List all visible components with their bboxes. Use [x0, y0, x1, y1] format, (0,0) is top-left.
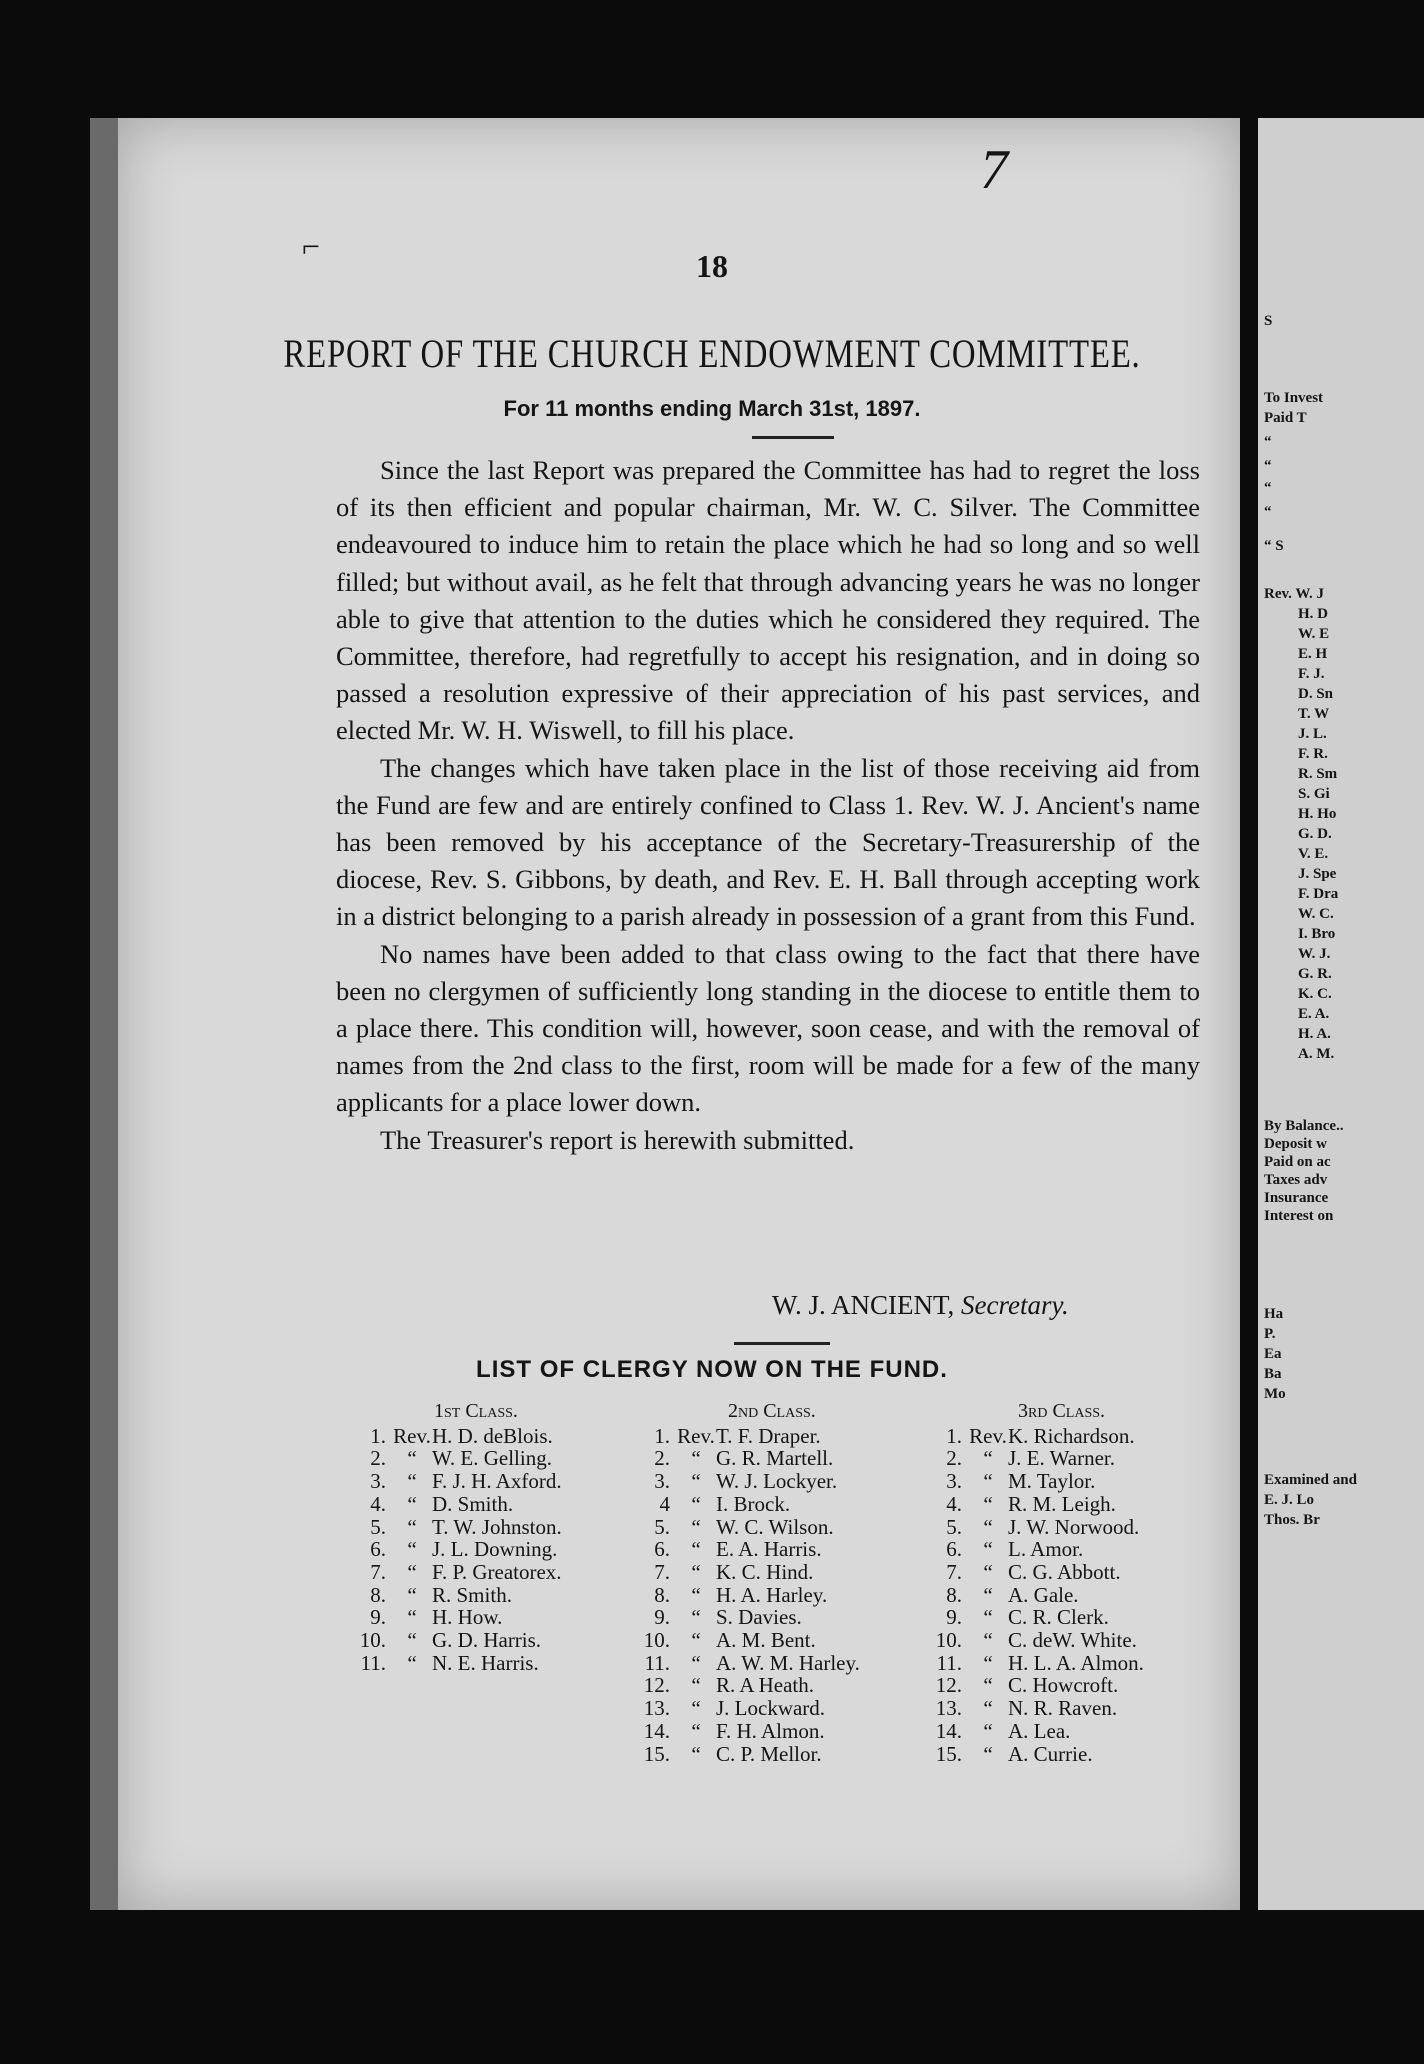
- clergy-name: G. R. Martell.: [716, 1446, 834, 1471]
- clergy-number: 9.: [370, 1605, 386, 1630]
- clergy-row: [352, 1425, 562, 1448]
- facing-page-text: K. C.: [1298, 986, 1332, 1002]
- clergy-name: I. Brock.: [716, 1491, 791, 1516]
- list-divider: [734, 1342, 830, 1345]
- facing-page-text: “: [1264, 458, 1272, 474]
- clergy-name: S. Davies.: [716, 1605, 802, 1630]
- title-divider: [752, 436, 834, 439]
- clergy-row: [636, 1493, 860, 1516]
- clergy-number: 5.: [370, 1514, 386, 1539]
- report-title: REPORT OF THE CHURCH ENDOWMENT COMMITTEE.: [283, 331, 1141, 376]
- clergy-number: 2.: [654, 1446, 670, 1471]
- clergy-number: 6.: [654, 1537, 670, 1562]
- facing-page-text: By Balance..: [1264, 1118, 1344, 1134]
- paragraph-4: The Treasurer's report is herewith submitted.: [380, 1124, 855, 1155]
- facing-page-text: Ea: [1264, 1346, 1282, 1362]
- clergy-row: [636, 1516, 860, 1539]
- clergy-name: F. J. H. Axford.: [432, 1469, 562, 1494]
- class-heading: 3rd Class.: [1018, 1400, 1106, 1422]
- clergy-row: [352, 1652, 562, 1675]
- clergy-number: 15.: [935, 1741, 962, 1766]
- clergy-name: J. L. Downing.: [432, 1537, 558, 1562]
- facing-page-text: F. R.: [1298, 746, 1328, 762]
- corner-mark: ⌐: [302, 228, 321, 264]
- facing-page-text: To Invest: [1264, 390, 1324, 406]
- facing-page-text: R. Sm: [1298, 766, 1338, 782]
- facing-page-text: Rev. W. J: [1264, 586, 1325, 602]
- facing-page-text: D. Sn: [1298, 686, 1334, 702]
- clergy-name: W. C. Wilson.: [716, 1514, 834, 1539]
- clergy-prefix: “: [983, 1673, 993, 1698]
- clergy-row: [352, 1470, 562, 1493]
- clergy-prefix: “: [983, 1650, 993, 1675]
- clergy-row: [636, 1606, 860, 1629]
- clergy-row: [636, 1629, 860, 1652]
- clergy-row: [928, 1652, 1144, 1675]
- clergy-number: 1.: [370, 1423, 386, 1448]
- clergy-number: 14.: [935, 1718, 962, 1743]
- clergy-name: R. M. Leigh.: [1008, 1491, 1116, 1516]
- clergy-prefix: “: [691, 1628, 701, 1653]
- facing-page-text: P.: [1264, 1326, 1276, 1342]
- facing-page-text: W. C.: [1298, 906, 1334, 922]
- clergy-row: [352, 1606, 562, 1629]
- clergy-name: A. Currie.: [1008, 1741, 1093, 1766]
- clergy-name: W. E. Gelling.: [432, 1446, 552, 1471]
- facing-page-text: H. Ho: [1298, 806, 1337, 822]
- facing-page-text: Paid on ac: [1264, 1154, 1331, 1170]
- facing-page-text: J. Spe: [1298, 866, 1337, 882]
- clergy-row: [928, 1470, 1144, 1493]
- signature-name: W. J. ANCIENT,: [772, 1290, 955, 1320]
- clergy-prefix: “: [407, 1559, 417, 1584]
- clergy-row: [636, 1743, 860, 1766]
- clergy-prefix: “: [691, 1491, 701, 1516]
- clergy-name: C. G. Abbott.: [1008, 1559, 1121, 1584]
- facing-page-text: Paid T: [1264, 410, 1307, 426]
- clergy-prefix: “: [983, 1446, 993, 1471]
- class-heading: 2nd Class.: [728, 1400, 816, 1422]
- facing-page-text: E. H: [1298, 646, 1328, 662]
- clergy-name: R. A Heath.: [716, 1673, 814, 1698]
- clergy-name: N. R. Raven.: [1008, 1696, 1118, 1721]
- facing-page-text: Taxes adv: [1264, 1172, 1328, 1188]
- clergy-number: 6.: [370, 1537, 386, 1562]
- clergy-name: A. W. M. Harley.: [716, 1650, 860, 1675]
- class-1-column: [352, 1400, 562, 1674]
- facing-page-text: V. E.: [1298, 846, 1329, 862]
- clergy-name: W. J. Lockyer.: [716, 1469, 838, 1494]
- clergy-number: 2.: [946, 1446, 962, 1471]
- report-body: [336, 452, 1200, 1159]
- facing-page-text: T. W: [1298, 706, 1330, 722]
- clergy-number: 14.: [643, 1718, 670, 1743]
- clergy-number: 13.: [935, 1696, 962, 1721]
- clergy-prefix: “: [983, 1741, 993, 1766]
- clergy-prefix: “: [407, 1582, 417, 1607]
- clergy-number: 4: [659, 1491, 670, 1516]
- clergy-row: [636, 1720, 860, 1743]
- clergy-row: [636, 1538, 860, 1561]
- clergy-prefix: “: [983, 1628, 993, 1653]
- clergy-name: R. Smith.: [432, 1582, 512, 1607]
- clergy-number: 3.: [946, 1469, 962, 1494]
- clergy-prefix: “: [983, 1469, 993, 1494]
- clergy-name: F. P. Greatorex.: [432, 1559, 562, 1584]
- clergy-name: J. E. Warner.: [1008, 1446, 1115, 1471]
- clergy-row: [636, 1697, 860, 1720]
- facing-page-text: E. J. Lo: [1264, 1492, 1315, 1508]
- handwritten-page-note: 7: [980, 139, 1008, 201]
- clergy-number: 5.: [946, 1514, 962, 1539]
- clergy-prefix: “: [691, 1741, 701, 1766]
- clergy-name: G. D. Harris.: [432, 1628, 542, 1653]
- clergy-name: T. W. Johnston.: [432, 1514, 562, 1539]
- clergy-name: C. deW. White.: [1008, 1628, 1137, 1653]
- clergy-row: [928, 1697, 1144, 1720]
- clergy-row: [928, 1720, 1144, 1743]
- facing-page-text: S. Gi: [1298, 786, 1330, 802]
- page-edge-shadow: [90, 118, 120, 1910]
- report-subtitle: For 11 months ending March 31st, 1897.: [503, 396, 921, 421]
- facing-page-text: Examined and: [1264, 1472, 1357, 1488]
- clergy-number: 3.: [370, 1469, 386, 1494]
- clergy-prefix: “: [407, 1446, 417, 1471]
- clergy-name: A. M. Bent.: [716, 1628, 816, 1653]
- clergy-prefix: “: [691, 1537, 701, 1562]
- clergy-name: T. F. Draper.: [716, 1423, 821, 1448]
- clergy-number: 4.: [946, 1491, 962, 1516]
- facing-page-text: F. Dra: [1298, 886, 1339, 902]
- facing-page-text: G. D.: [1298, 826, 1332, 842]
- clergy-number: 11.: [936, 1650, 962, 1675]
- clergy-row: [636, 1561, 860, 1584]
- clergy-number: 12.: [935, 1673, 962, 1698]
- class-heading: 1st Class.: [434, 1400, 518, 1422]
- clergy-number: 10.: [643, 1628, 670, 1653]
- clergy-number: 8.: [370, 1582, 386, 1607]
- clergy-row: [928, 1561, 1144, 1584]
- page-number: 18: [696, 248, 728, 284]
- clergy-prefix: “: [691, 1582, 701, 1607]
- facing-page-text: H. D: [1298, 606, 1328, 622]
- clergy-number: 4.: [370, 1491, 386, 1516]
- clergy-number: 7.: [654, 1559, 670, 1584]
- facing-page-text: W. J.: [1298, 946, 1331, 962]
- clergy-prefix: “: [407, 1514, 417, 1539]
- clergy-name: K. Richardson.: [1008, 1423, 1135, 1448]
- facing-page-text: Interest on: [1264, 1208, 1334, 1224]
- clergy-name: H. How.: [432, 1605, 503, 1630]
- clergy-prefix: “: [407, 1491, 417, 1516]
- clergy-name: H. A. Harley.: [716, 1582, 828, 1607]
- clergy-name: J. Lockward.: [716, 1696, 826, 1721]
- clergy-prefix: “: [691, 1605, 701, 1630]
- clergy-prefix: “: [691, 1650, 701, 1675]
- facing-page-fragment: [1258, 118, 1424, 1910]
- clergy-prefix: “: [983, 1559, 993, 1584]
- clergy-prefix: “: [691, 1559, 701, 1584]
- clergy-name: F. H. Almon.: [716, 1718, 825, 1743]
- facing-page-text: Ha: [1264, 1306, 1284, 1322]
- facing-page-text: A. M.: [1298, 1046, 1335, 1062]
- facing-page-text: “: [1264, 504, 1272, 520]
- clergy-prefix: “: [691, 1446, 701, 1471]
- clergy-number: 8.: [946, 1582, 962, 1607]
- clergy-prefix: “: [983, 1718, 993, 1743]
- clergy-prefix: “: [983, 1582, 993, 1607]
- clergy-row: [352, 1516, 562, 1539]
- clergy-row: [352, 1538, 562, 1561]
- clergy-row: [352, 1447, 562, 1470]
- clergy-row: [636, 1425, 860, 1448]
- clergy-row: [636, 1674, 860, 1697]
- facing-page-text: Ba: [1264, 1366, 1282, 1382]
- facing-page-text: E. A.: [1298, 1006, 1330, 1022]
- clergy-name: D. Smith.: [432, 1491, 514, 1516]
- facing-page-text: H. A.: [1298, 1026, 1331, 1042]
- clergy-prefix: “: [407, 1537, 417, 1562]
- clergy-name: C. Howcroft.: [1008, 1673, 1119, 1698]
- clergy-number: 9.: [654, 1605, 670, 1630]
- clergy-number: 1.: [654, 1423, 670, 1448]
- clergy-name: C. R. Clerk.: [1008, 1605, 1109, 1630]
- facing-page-text: Insurance: [1264, 1190, 1329, 1206]
- clergy-row: [928, 1606, 1144, 1629]
- paragraph-2: The changes which have taken place in the list of those receiving aid from the Fund are few and are entirely confined to Class 1. Rev. W. J. Ancient's name has been removed by his acceptance of the Secretary-Treasurership of the diocese, Rev. S. Gibbons, by death, and Rev. E. H. Ball through accepting work in a district belonging to a parish already in possession of a grant from this Fund.: [336, 752, 1200, 932]
- clergy-prefix: “: [983, 1605, 993, 1630]
- clergy-name: H. L. A. Almon.: [1008, 1650, 1144, 1675]
- clergy-number: 11.: [360, 1650, 386, 1675]
- clergy-prefix: Rev.: [677, 1423, 715, 1448]
- clergy-number: 3.: [654, 1469, 670, 1494]
- clergy-prefix: “: [691, 1718, 701, 1743]
- facing-page-text: G. R.: [1298, 966, 1332, 982]
- clergy-row: [636, 1447, 860, 1470]
- clergy-row: [928, 1516, 1144, 1539]
- clergy-row: [352, 1629, 562, 1652]
- clergy-number: 11.: [644, 1650, 670, 1675]
- facing-page-text: “: [1264, 480, 1272, 496]
- clergy-row: [352, 1584, 562, 1607]
- clergy-name: J. W. Norwood.: [1008, 1514, 1140, 1539]
- clergy-prefix: “: [983, 1696, 993, 1721]
- clergy-prefix: “: [407, 1469, 417, 1494]
- clergy-number: 13.: [643, 1696, 670, 1721]
- clergy-name: E. A. Harris.: [716, 1537, 822, 1562]
- facing-page-text: S: [1264, 313, 1273, 329]
- facing-page-text: Deposit w: [1264, 1136, 1327, 1152]
- clergy-row: [636, 1470, 860, 1493]
- clergy-name: A. Lea.: [1008, 1718, 1071, 1743]
- class-3-column: [928, 1400, 1144, 1765]
- clergy-name: M. Taylor.: [1008, 1469, 1096, 1494]
- clergy-number: 10.: [935, 1628, 962, 1653]
- clergy-prefix: Rev.: [393, 1423, 431, 1448]
- clergy-prefix: “: [691, 1469, 701, 1494]
- clergy-row: [636, 1652, 860, 1675]
- clergy-name: N. E. Harris.: [432, 1650, 539, 1675]
- clergy-name: C. P. Mellor.: [716, 1741, 822, 1766]
- clergy-row: [928, 1493, 1144, 1516]
- clergy-row: [352, 1493, 562, 1516]
- clergy-prefix: “: [691, 1514, 701, 1539]
- facing-page-text: I. Bro: [1298, 926, 1336, 942]
- clergy-name: A. Gale.: [1008, 1582, 1079, 1607]
- facing-page-text: Thos. Br: [1264, 1512, 1320, 1528]
- clergy-row: [928, 1743, 1144, 1766]
- clergy-prefix: “: [407, 1605, 417, 1630]
- clergy-row: [928, 1425, 1144, 1448]
- clergy-prefix: “: [407, 1628, 417, 1653]
- clergy-number: 7.: [946, 1559, 962, 1584]
- clergy-number: 10.: [359, 1628, 386, 1653]
- clergy-row: [636, 1584, 860, 1607]
- clergy-prefix: “: [691, 1673, 701, 1698]
- clergy-number: 1.: [946, 1423, 962, 1448]
- clergy-row: [928, 1629, 1144, 1652]
- facing-page-text: “: [1264, 434, 1272, 450]
- clergy-prefix: “: [983, 1514, 993, 1539]
- clergy-prefix: “: [983, 1491, 993, 1516]
- clergy-row: [928, 1447, 1144, 1470]
- clergy-number: 9.: [946, 1605, 962, 1630]
- clergy-row: [928, 1584, 1144, 1607]
- facing-page-text: J. L.: [1298, 726, 1327, 742]
- clergy-number: 7.: [370, 1559, 386, 1584]
- facing-page-text: W. E: [1298, 626, 1330, 642]
- clergy-name: H. D. deBlois.: [432, 1423, 553, 1448]
- facing-page-text: Mo: [1264, 1386, 1286, 1402]
- clergy-row: [928, 1674, 1144, 1697]
- clergy-list-title: LIST OF CLERGY NOW ON THE FUND.: [476, 1356, 948, 1383]
- clergy-prefix: “: [691, 1696, 701, 1721]
- signature-role: Secretary.: [961, 1290, 1069, 1320]
- signature: [772, 1290, 1069, 1321]
- paragraph-3: No names have been added to that class owing to the fact that there have been no clergymen of sufficiently long standing in the diocese to entitle them to a place there. This condition will, however, soon cease, and with the removal of names from the 2nd class to the first, room will be made for a few of the many applicants for a place lower down.: [336, 938, 1200, 1118]
- clergy-row: [928, 1538, 1144, 1561]
- clergy-name: L. Amor.: [1008, 1537, 1084, 1562]
- class-2-column: [636, 1400, 860, 1765]
- facing-page-text: “ S: [1264, 538, 1284, 554]
- paragraph-1: Since the last Report was prepared the Committee has had to regret the loss of its then efficient and popular chairman, Mr. W. C. Silver. The Committee endeavoured to induce him to retain the place which he had so long and so well filled; but without avail, as he felt that through advancing years he was no longer able to give that attention to the duties which he considered they required. The Committee, therefore, had regretfully to accept his resignation, and in doing so passed a resolution expressive of their appreciation of his past services, and elected Mr. W. H. Wiswell, to fill his place.: [336, 455, 1200, 746]
- clergy-number: 15.: [643, 1741, 670, 1766]
- clergy-number: 6.: [946, 1537, 962, 1562]
- clergy-name: K. C. Hind.: [716, 1559, 814, 1584]
- clergy-number: 2.: [370, 1446, 386, 1471]
- facing-page-text: F. J.: [1298, 666, 1325, 682]
- clergy-row: [352, 1561, 562, 1584]
- clergy-number: 5.: [654, 1514, 670, 1539]
- clergy-prefix: “: [983, 1537, 993, 1562]
- clergy-number: 8.: [654, 1582, 670, 1607]
- clergy-number: 12.: [643, 1673, 670, 1698]
- clergy-prefix: “: [407, 1650, 417, 1675]
- clergy-prefix: Rev.: [969, 1423, 1007, 1448]
